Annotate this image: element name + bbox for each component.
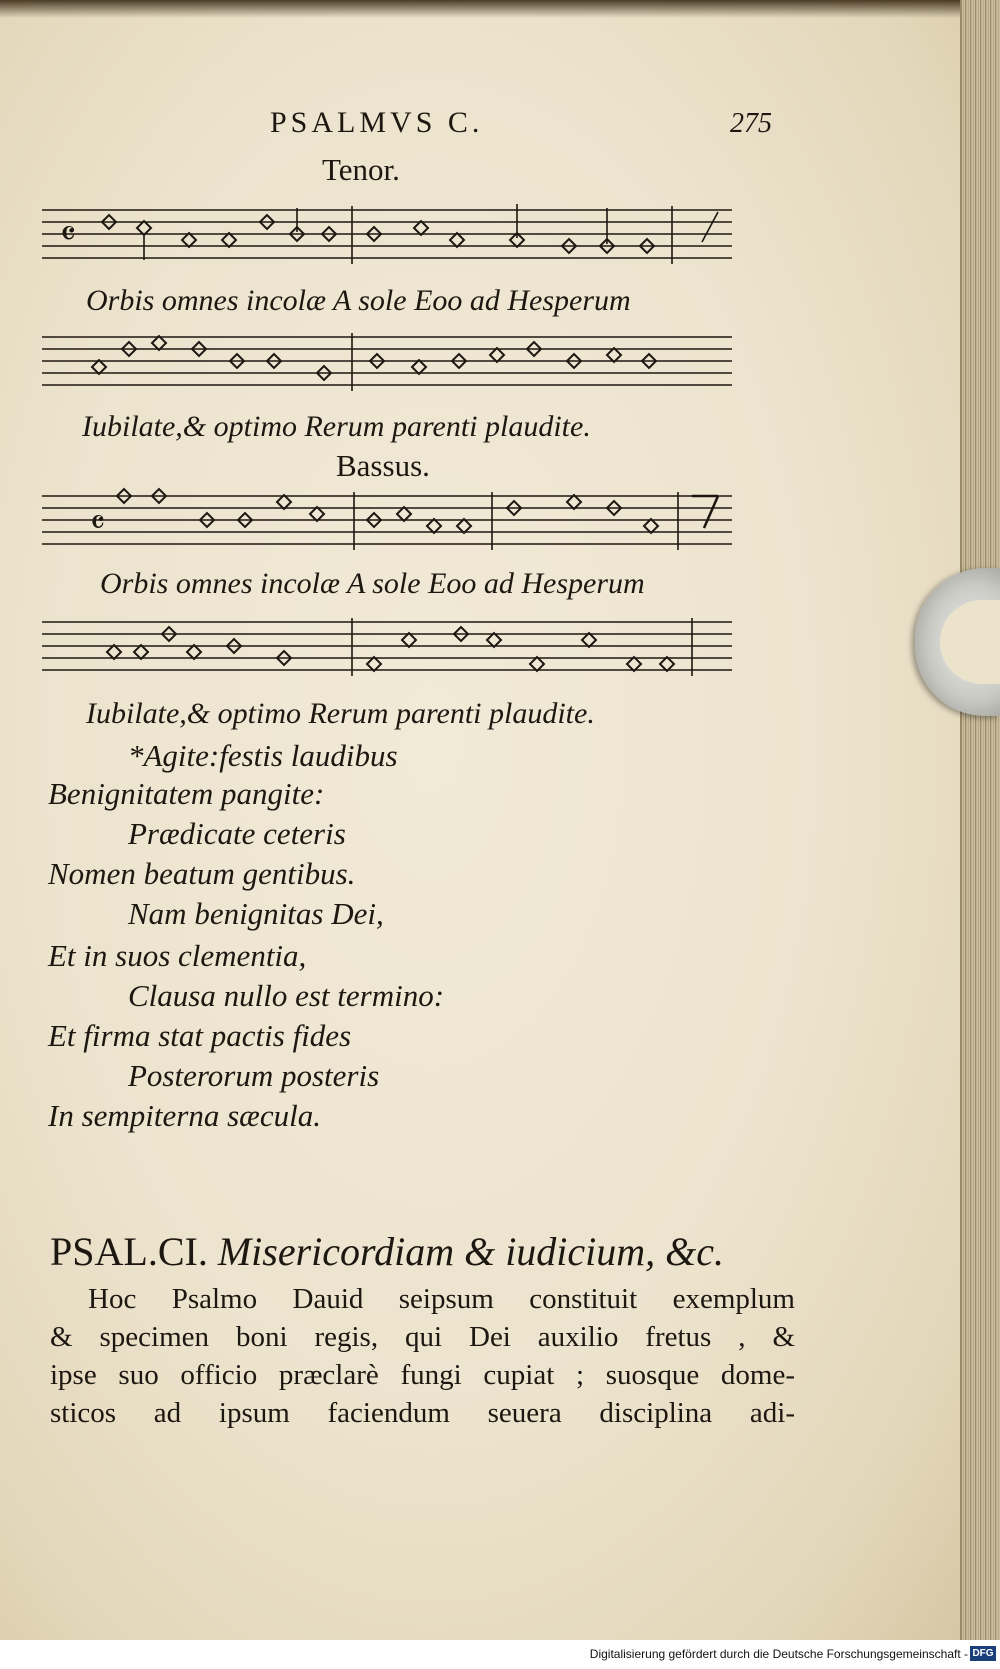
dfg-logo: DFG: [970, 1646, 996, 1661]
verse-line-5: Nam benignitas Dei,: [128, 896, 384, 931]
prose-line-3: ipse suo officio præclarè fungi cupiat ; suosque dome-: [50, 1359, 795, 1391]
prose-line-4: sticos ad ipsum faciendum seuera disciplina adi-: [50, 1397, 795, 1429]
page-top-shadow: [0, 0, 960, 18]
tenor-staff-1: [42, 198, 782, 278]
bassus-staff-1: [42, 484, 782, 564]
verse-line-4: Nomen beatum gentibus.: [48, 856, 356, 891]
tenor-lyric-1: Orbis omnes incolæ A sole Eoo ad Hesperum: [86, 284, 631, 317]
tenor-label: Tenor.: [322, 152, 400, 187]
svg-text:𝄴: 𝄴: [90, 505, 106, 542]
tenor-staff-2: [42, 325, 782, 405]
verse-line-7: Clausa nullo est termino:: [128, 978, 445, 1013]
tenor-lyric-2: Iubilate,& optimo Rerum parenti plaudite.: [82, 410, 591, 443]
bassus-lyric-1: Orbis omnes incolæ A sole Eoo ad Hesperum: [100, 567, 645, 600]
verse-line-2: Benignitatem pangite:: [48, 776, 325, 811]
running-head: PSALMVS C.: [270, 106, 484, 139]
page-number: 275: [730, 108, 772, 139]
section-prefix: PSAL.CI.: [50, 1229, 208, 1274]
verse-line-10: In sempiterna sæcula.: [48, 1098, 321, 1133]
bassus-label: Bassus.: [336, 448, 430, 483]
verse-line-9: Posterorum posteris: [128, 1058, 380, 1093]
commentary-paragraph: [50, 1280, 795, 1432]
section-title: Misericordiam & iudicium, &c.: [217, 1229, 725, 1274]
bassus-lyric-2: Iubilate,& optimo Rerum parenti plaudite.: [86, 697, 595, 730]
verse-line-6: Et in suos clementia,: [48, 938, 307, 973]
prose-line-2: & specimen boni regis, qui Dei auxilio fretus , &: [50, 1321, 795, 1353]
verse-line-3: Prædicate ceteris: [128, 816, 346, 851]
section-heading: [50, 1228, 724, 1275]
bassus-staff-2: [42, 610, 782, 690]
digitization-credit: Digitalisierung gefördert durch die Deutsche Forschungsgemeinschaft -: [589, 1647, 968, 1661]
prose-line-1: Hoc Psalmo Dauid seipsum constituit exemplum: [88, 1283, 795, 1315]
verse-line-8: Et firma stat pactis fides: [48, 1018, 352, 1053]
verse-line-1: *Agite:festis laudibus: [128, 738, 398, 773]
svg-text:𝄴: 𝄴: [60, 214, 77, 254]
